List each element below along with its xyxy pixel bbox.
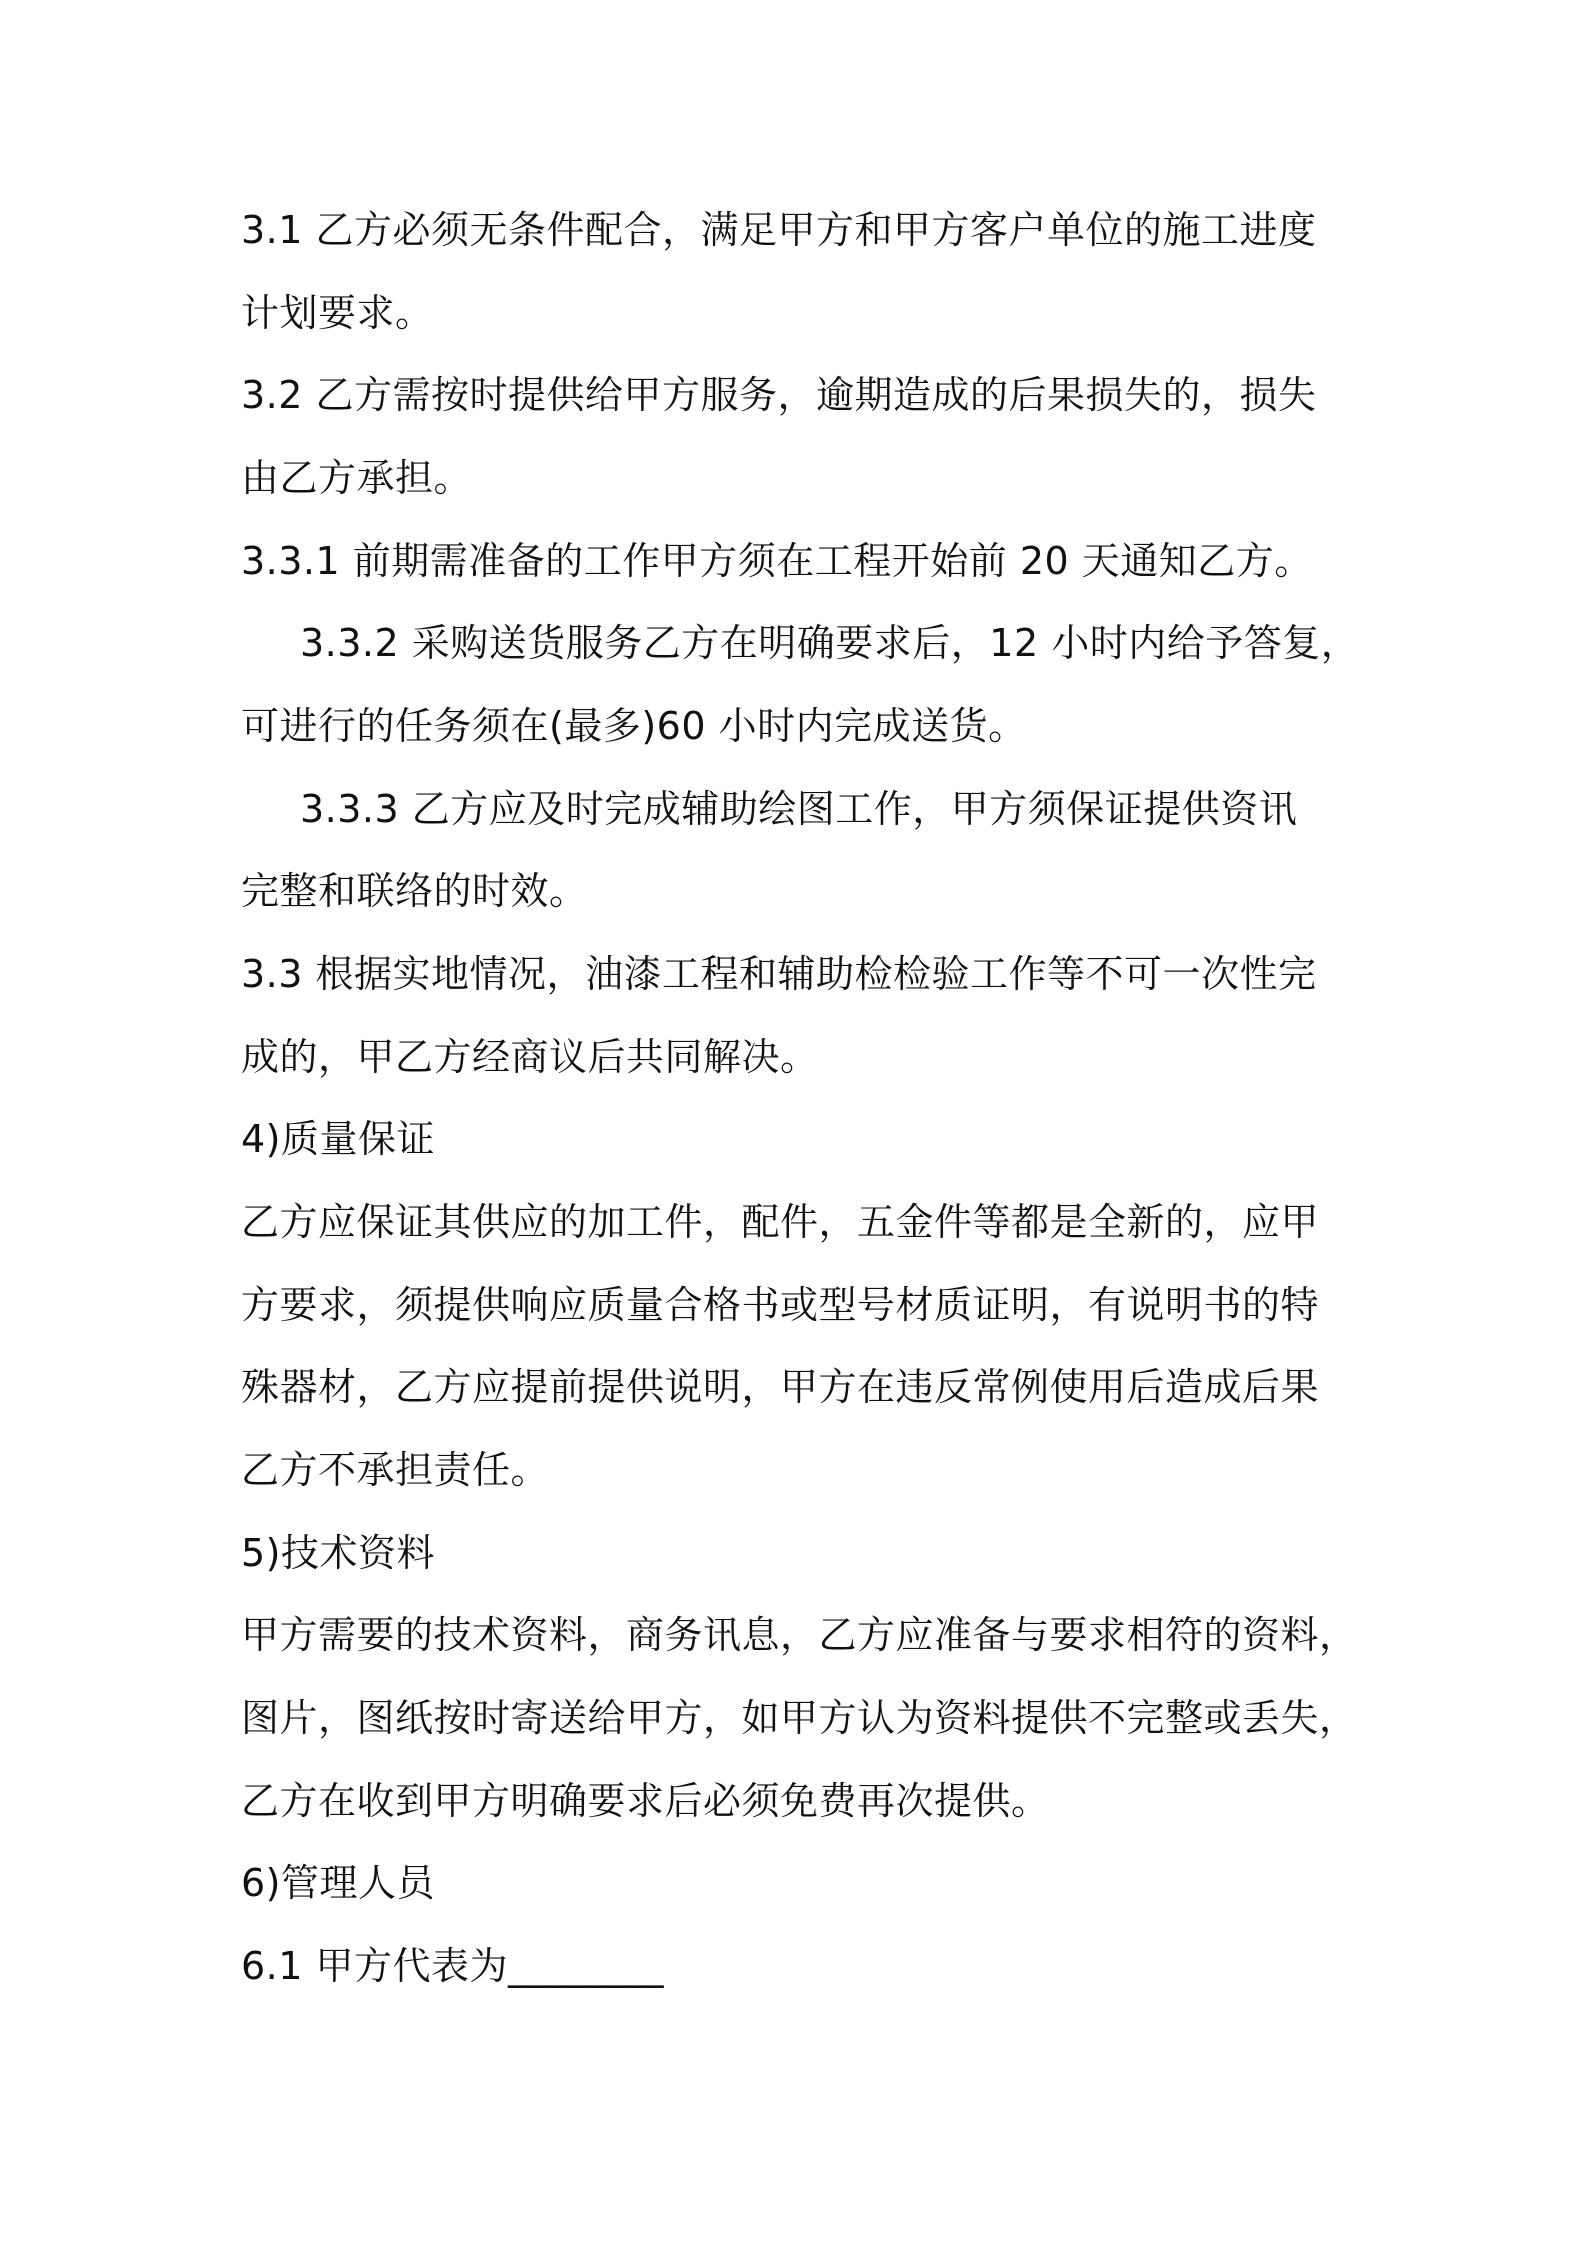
section-4-heading: 4)质量保证 — [241, 1117, 436, 1161]
clause-3-2-line-2: 由乙方承担。 — [241, 456, 473, 500]
clause-6-1: 6.1 甲方代表为________ — [241, 1944, 665, 1988]
section-5-heading: 5)技术资料 — [241, 1531, 436, 1575]
section-5-body-line-3: 乙方在收到甲方明确要求后必须免费再次提供。 — [241, 1779, 1050, 1823]
clause-3-3-3-line-1: 3.3.3 乙方应及时完成辅助绘图工作，甲方须保证提供资讯 — [300, 787, 1298, 831]
clause-3-3-1: 3.3.1 前期需准备的工作甲方须在工程开始前 20 天通知乙方。 — [241, 539, 1313, 583]
section-4-body-line-1: 乙方应保证其供应的加工件，配件，五金件等都是全新的，应甲 — [241, 1200, 1320, 1244]
clause-3-1-line-2: 计划要求。 — [241, 291, 434, 335]
section-4-body-line-3: 殊器材，乙方应提前提供说明，甲方在违反常例使用后造成后果 — [241, 1365, 1320, 1409]
clause-3-3-3-line-2: 完整和联络的时效。 — [241, 869, 588, 913]
clause-3-2-line-1: 3.2 乙方需按时提供给甲方服务，逾期造成的后果损失的，损失 — [241, 373, 1317, 417]
clause-3-3-line-1: 3.3 根据实地情况，油漆工程和辅助检检验工作等不可一次性完 — [241, 952, 1317, 996]
section-6-heading: 6)管理人员 — [241, 1861, 436, 1905]
clause-3-3-2-line-2: 可进行的任务须在(最多)60 小时内完成送货。 — [241, 704, 1027, 748]
section-5-body-line-2: 图片，图纸按时寄送给甲方，如甲方认为资料提供不完整或丢失， — [241, 1696, 1358, 1740]
section-4-body-line-2: 方要求，须提供响应质量合格书或型号材质证明，有说明书的特 — [241, 1283, 1320, 1327]
section-4-body-line-4: 乙方不承担责任。 — [241, 1448, 550, 1492]
section-5-body-line-1: 甲方需要的技术资料，商务讯息，乙方应准备与要求相符的资料， — [241, 1613, 1358, 1657]
clause-3-1-line-1: 3.1 乙方必须无条件配合，满足甲方和甲方客户单位的施工进度 — [241, 208, 1317, 252]
clause-3-3-2-line-1: 3.3.2 采购送货服务乙方在明确要求后，12 小时内给予答复， — [300, 621, 1360, 665]
clause-3-3-line-2: 成的，甲乙方经商议后共同解决。 — [241, 1035, 819, 1079]
